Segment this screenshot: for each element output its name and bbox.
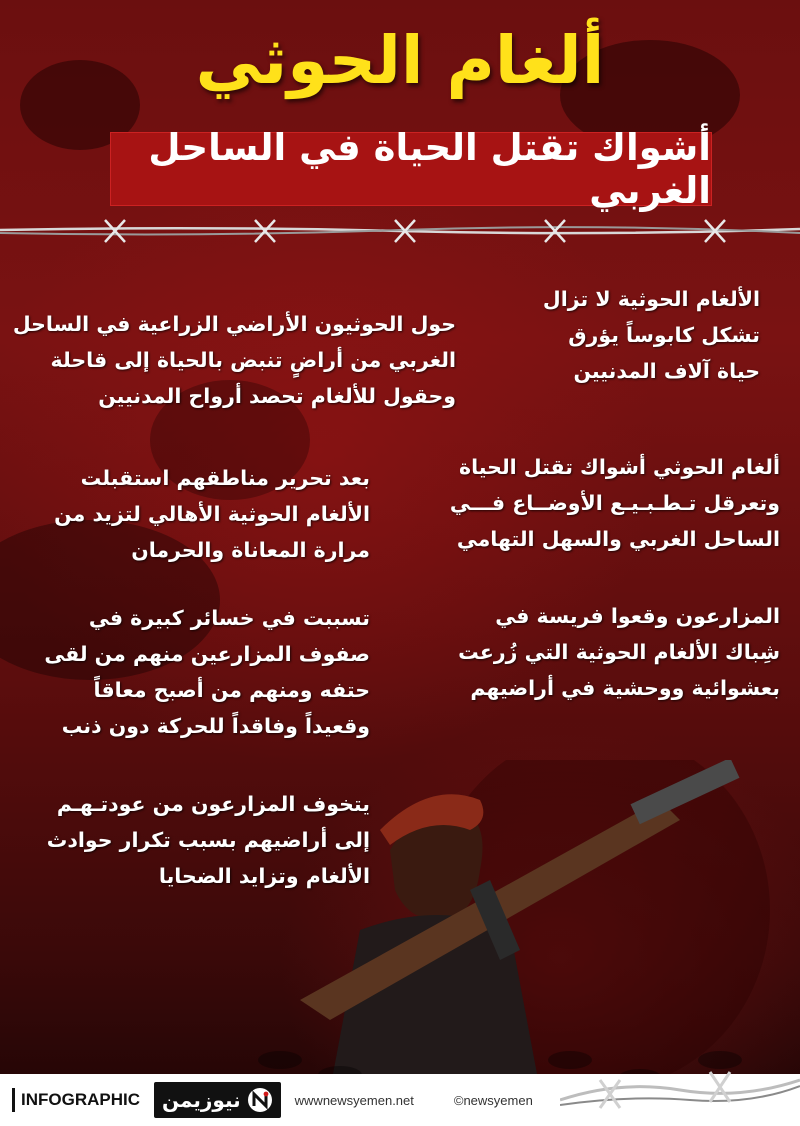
- text-line: وقعيداً وفاقداً للحركة دون ذنب: [61, 714, 370, 738]
- text-line: الغربي من أراضٍ تنبض بالحياة إلى قاحلة: [50, 348, 456, 372]
- website-link[interactable]: wwwnewsyemen.net: [294, 1092, 414, 1108]
- text-block-2: [12, 306, 456, 414]
- text-line: يتخوف المزارعون من عودتـهـم: [56, 792, 370, 816]
- text-line: حياة آلاف المدنيين: [573, 359, 760, 383]
- text-line: تسببت في خسائر كبيرة في: [88, 606, 370, 630]
- text-block-7: [10, 786, 370, 894]
- text-line: الألغام وتزايد الضحايا: [158, 864, 370, 888]
- text-block-6: [0, 600, 370, 744]
- social-handle[interactable]: ©newsyemen: [453, 1092, 533, 1108]
- text-block-4: [30, 460, 370, 568]
- text-line: وحقول للألغام تحصد أرواح المدنيين: [98, 384, 456, 408]
- text-line: الساحل الغربي والسهل التهامي: [456, 527, 780, 551]
- text-line: حتفه ومنهم من أصبح معاقاً: [93, 678, 370, 702]
- text-line: الألغام الحوثية لا تزال: [542, 287, 760, 311]
- text-line: بعد تحرير مناطقهم استقبلت: [80, 466, 370, 490]
- infographic-label: INFOGRAPHIC: [12, 1088, 146, 1112]
- text-line: وتعرقل تـطـبـيـع الأوضــاع فـــي: [449, 491, 780, 515]
- main-title: ألغام الحوثي: [195, 22, 605, 99]
- text-line: مرارة المعاناة والحرمان: [131, 538, 370, 562]
- text-line: حول الحوثيون الأراضي الزراعية في الساحل: [12, 312, 456, 336]
- text-line: صفوف المزارعين منهم من لقى: [44, 642, 370, 666]
- brand-name: نيوزيمن: [162, 1088, 241, 1112]
- brand-logo[interactable]: [154, 1082, 281, 1118]
- subtitle: أشواك تقتل الحياة في الساحل الغربي: [148, 126, 711, 212]
- text-line: تشكل كابوساً يؤرق: [568, 323, 760, 347]
- barbed-wire-icon: [560, 1050, 800, 1120]
- newsyemen-logo-icon: [247, 1087, 273, 1113]
- text-block-5: [420, 598, 780, 706]
- text-line: شِباك الألغام الحوثية التي زُرعت: [458, 640, 780, 664]
- text-line: بعشوائية ووحشية في أراضيهم: [470, 676, 780, 700]
- text-line: ألغام الحوثي أشواك تقتل الحياة: [459, 455, 780, 479]
- text-block-3: [420, 449, 780, 557]
- text-line: الألغام الحوثية الأهالي لتزيد من: [54, 502, 370, 526]
- subtitle-banner: [110, 126, 712, 212]
- barbed-wire-icon: [0, 212, 800, 250]
- text-line: إلى أراضيهم بسبب تكرار حوادث: [46, 828, 370, 852]
- text-line: المزارعون وقعوا فريسة في: [495, 604, 780, 628]
- text-block-1: [440, 281, 760, 389]
